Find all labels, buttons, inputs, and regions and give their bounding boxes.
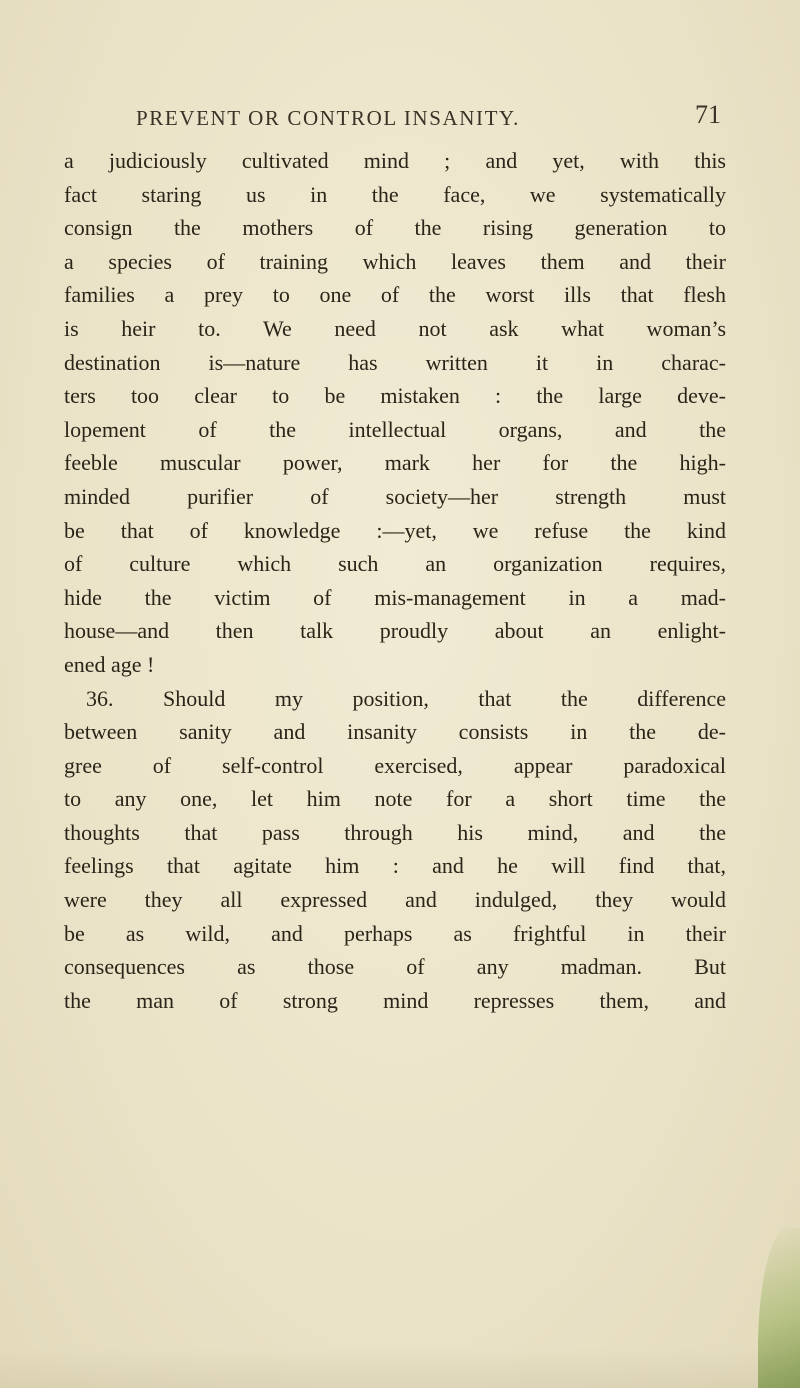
text-line: consequences as those of any madman. But <box>64 954 726 980</box>
text-line: a species of training which leaves them and their <box>64 248 726 274</box>
corner-stain <box>758 1228 800 1388</box>
text-line: be as wild, and perhaps as frightful in their <box>64 920 726 946</box>
text-line: of culture which such an organization requires, <box>64 551 726 577</box>
text-line: feeble muscular power, mark her for the high- <box>64 450 726 476</box>
text-line: lopement of the intellectual organs, and the <box>64 416 726 442</box>
body-text <box>64 144 726 1017</box>
running-title: PREVENT OR CONTROL INSANITY. <box>136 106 520 130</box>
text-line: consign the mothers of the rising generation to <box>64 215 726 241</box>
text-line: between sanity and insanity consists in the de- <box>64 719 726 745</box>
text-line: to any one, let him note for a short time the <box>64 786 726 812</box>
text-line: hide the victim of mis-management in a mad- <box>64 584 726 610</box>
text-line: thoughts that pass through his mind, and the <box>64 819 726 845</box>
text-line: minded purifier of society—her strength must <box>64 483 726 509</box>
page-number: 71 <box>695 100 721 129</box>
text-line: destination is—nature has written it in charac- <box>64 349 726 375</box>
page-edge-shadow <box>0 1348 800 1388</box>
text-line: 36. Should my position, that the difference <box>86 685 726 711</box>
text-line: gree of self-control exercised, appear paradoxical <box>64 752 726 778</box>
running-head <box>136 100 721 146</box>
text-line: ters too clear to be mistaken : the large deve- <box>64 383 726 409</box>
text-line: fact staring us in the face, we systematically <box>64 181 726 207</box>
text-line: ened age ! <box>64 651 155 677</box>
text-line: families a prey to one of the worst ills that flesh <box>64 282 726 308</box>
text-line: a judiciously cultivated mind ; and yet, with this <box>64 148 726 173</box>
text-line: feelings that agitate him : and he will find that, <box>64 853 726 879</box>
text-line: the man of strong mind represses them, and <box>64 987 726 1013</box>
text-line: be that of knowledge :—yet, we refuse the kind <box>64 517 726 543</box>
text-line: were they all expressed and indulged, they would <box>64 887 726 913</box>
text-line: is heir to. We need not ask what woman’s <box>64 315 726 341</box>
text-line: house—and then talk proudly about an enlight- <box>64 618 726 644</box>
